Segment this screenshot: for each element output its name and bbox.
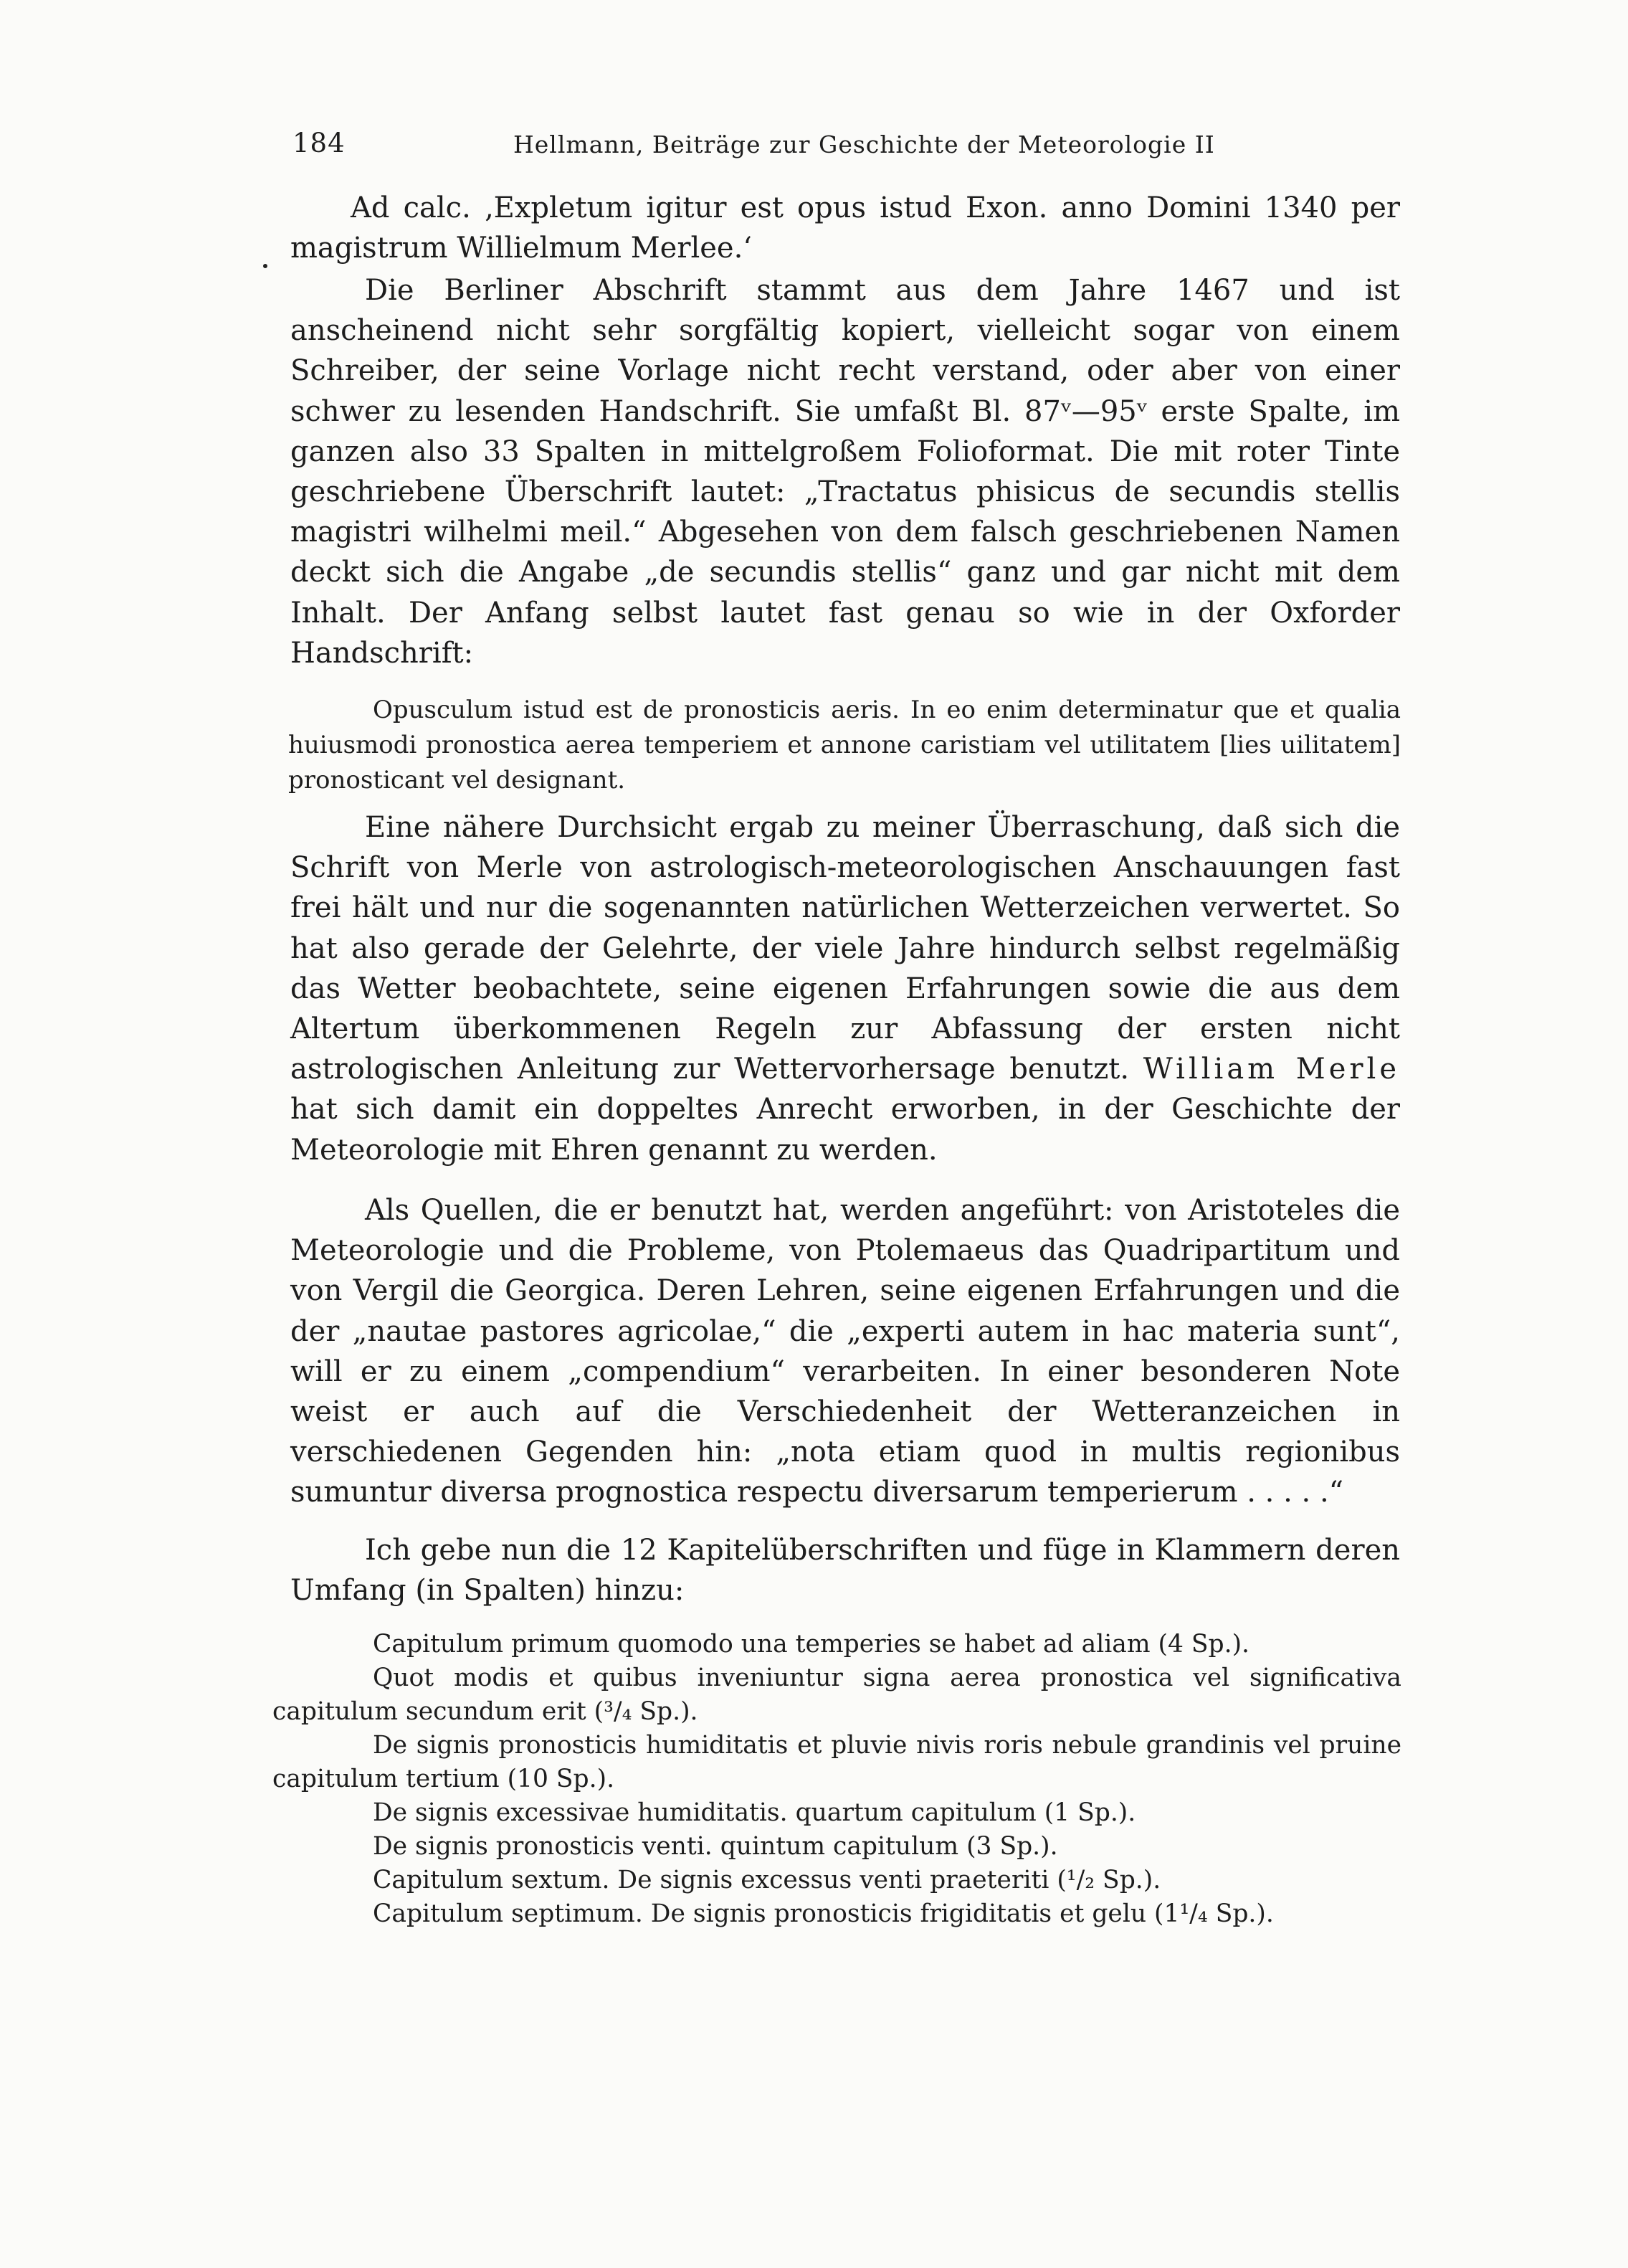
page-number: 184 <box>292 128 346 158</box>
chapter-heading-5: De signis pronosticis venti. quintum capitulum (3 Sp.). <box>373 1832 1058 1861</box>
paragraph-examination-tail: hat sich damit ein doppeltes Anrecht erworben, in der Geschichte der Meteorologie mit Ehren genannt zu werden. <box>290 1093 1400 1167</box>
paragraph-sources: Als Quellen, die er benutzt hat, werden angeführt: von Aristoteles die Meteorologie und die Probleme, von Ptolemaeus das Quadripartitum und von Vergil die Georgica. Deren Lehren, seine eigenen Erfahrungen und die der „nautae pastores agricolae,“ die „experti autem in hac materia sunt“, will er zu einem „compendium“ verarbeiten. In einer besonderen Note weist er auch auf die Verschiedenheit der Wetteranzeichen in verschiedenen Gegenden hin: „nota etiam quod in multis regionibus sumuntur diversa prognostica respectu diversarum temperierum . . . . .“ <box>290 1194 1400 1509</box>
author-name-spaced: William Merle <box>1143 1053 1401 1086</box>
chapter-heading-7: Capitulum septimum. De signis pronosticis frigiditatis et gelu (1¹/₄ Sp.). <box>373 1899 1274 1928</box>
paragraph-colophon: Ad calc. ‚Expletum igitur est opus istud Exon. anno Domini 1340 per magistrum Willielmum Merlee.‘ <box>290 191 1400 265</box>
chapter-list <box>272 1628 1401 1931</box>
chapter-heading-2: Quot modis et quibus inveniuntur signa aerea pronostica vel significativa capitulum secundum erit (³/₄ Sp.). <box>272 1664 1401 1726</box>
paragraph-chapter-intro: Ich gebe nun die 12 Kapitelüberschriften und füge in Klammern deren Umfang (in Spalten) hinzu: <box>290 1534 1400 1608</box>
chapter-heading-1: Capitulum primum quomodo una temperies se habet ad aliam (4 Sp.). <box>373 1630 1249 1659</box>
running-header <box>292 128 1396 163</box>
paragraph-examination-text: Eine nähere Durchsicht ergab zu meiner Überraschung, daß sich die Schrift von Merle von astrologisch-meteorologischen Anschauungen fast frei hält und nur die sogenannten natürlichen Wetterzeichen verwertet. So hat also gerade der Gelehrte, der viele Jahre hindurch selbst regelmäßig das Wetter beobachtete, seine eigenen Erfahrungen sowie die aus dem Altertum überkommenen Regeln zur Abfassung der ersten nicht astrologischen Anleitung zur Wettervorhersage benutzt. <box>290 811 1400 1086</box>
chapter-heading-3: De signis pronosticis humiditatis et pluvie nivis roris nebule grandinis vel pruine capitulum tertium (10 Sp.). <box>272 1731 1401 1793</box>
chapter-heading-6: Capitulum sextum. De signis excessus venti praeteriti (¹/₂ Sp.). <box>373 1866 1161 1894</box>
paragraph-berlin-manuscript: Die Berliner Abschrift stammt aus dem Jahre 1467 und ist anscheinend nicht sehr sorgfältig kopiert, vielleicht sogar von einem Schreiber, der seine Vorlage nicht recht verstand, oder aber von einer schwer zu lesenden Handschrift. Sie umfaßt Bl. 87ᵛ—95ᵛ erste Spalte, im ganzen also 33 Spalten in mittelgroßem Folioformat. Die mit roter Tinte geschriebene Überschrift lautet: „Tractatus phisicus de secundis stellis magistri wilhelmi meil.“ Abgesehen von dem falsch geschriebenen Namen deckt sich die Angabe „de secundis stellis“ ganz und gar nicht mit dem Inhalt. Der Anfang selbst lautet fast genau so wie in der Oxforder Handschrift: <box>290 274 1400 670</box>
running-title: Hellmann, Beiträge zur Geschichte der Meteorologie II <box>513 131 1215 158</box>
chapter-heading-4: De signis excessivae humiditatis. quartum capitulum (1 Sp.). <box>373 1798 1136 1827</box>
block-quote-incipit: Opusculum istud est de pronosticis aeris. In eo enim determinatur que et qualia huiusmodi pronostica aerea temperiem et annone caristiam vel utilitatem [lies uilitatem] pronosticant vel designant. <box>288 696 1401 794</box>
paragraph-examination <box>290 807 1400 1170</box>
scan-speck <box>263 264 267 268</box>
